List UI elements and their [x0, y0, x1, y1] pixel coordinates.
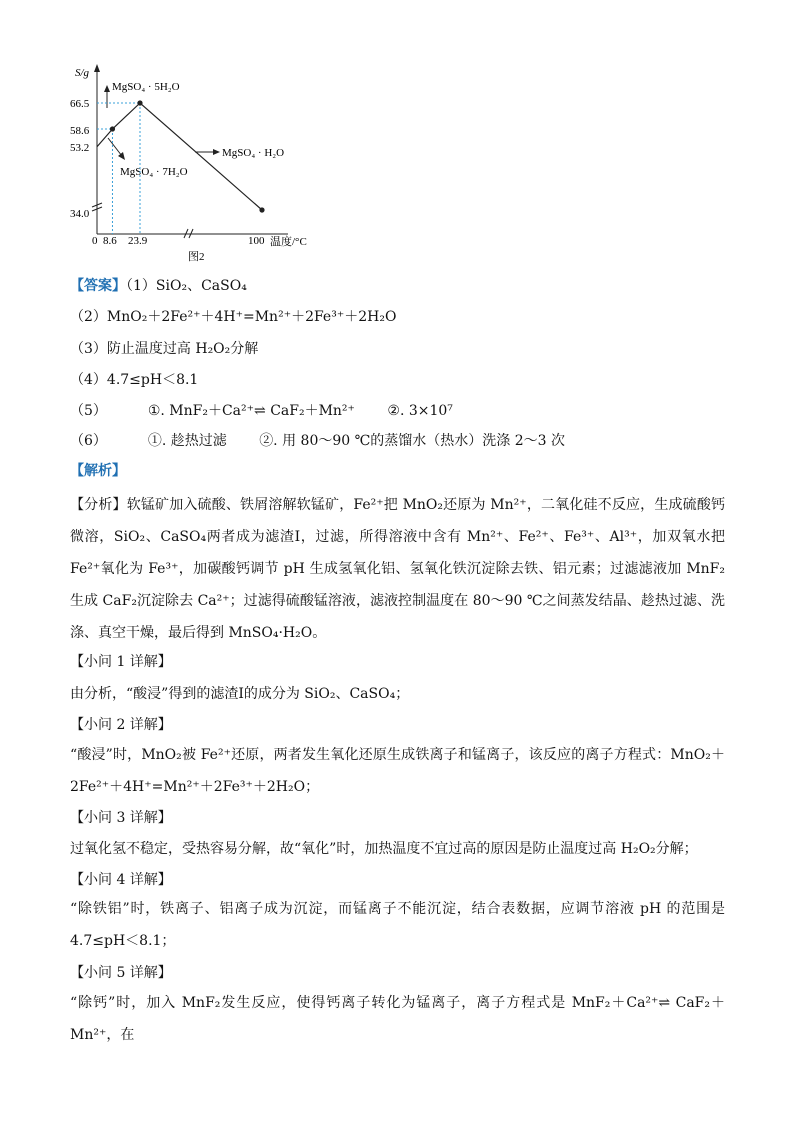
answer-item-6: [70, 432, 565, 450]
solubility-figure: [70, 58, 330, 268]
phase-label-7h2o: MgSO₄ · 7H₂O: [120, 166, 188, 178]
phase-label-5h2o: MgSO₄ · 5H₂O: [112, 81, 180, 93]
section-4-text: “除铁铝”时，铁离子、铝离子成为沉淀，而锰离子不能沉淀，结合表数据，应调节溶液 pH 的范围是 4.7≤pH＜8.1；: [70, 901, 725, 949]
analysis-tag: [70, 462, 126, 480]
answer-item-5-num: （5）: [70, 403, 107, 419]
answer-item-4: （4）4.7≤pH＜8.1: [70, 372, 199, 388]
summary-tag: 【分析】: [70, 497, 127, 513]
arrow-7h2o-head: [118, 152, 125, 160]
answer-item-6-a: ①. 趁热过滤: [147, 433, 227, 449]
answer-tag: 【答案】: [70, 278, 126, 294]
section-3-title: 【小问 3 详解】: [70, 810, 172, 826]
y-tick-66.5: 66.5: [70, 98, 90, 110]
answer-item-2: （2）MnO₂＋2Fe²⁺＋4H⁺=Mn²⁺＋2Fe³⁺＋2H₂O: [70, 309, 397, 325]
analysis-summary: [70, 489, 725, 649]
section-1-text: 由分析，“酸浸”得到的滤渣Ⅰ的成分为 SiO₂、CaSO₄；: [70, 686, 410, 702]
solubility-chart: [70, 58, 330, 268]
x-axis-label: 温度/°C: [270, 236, 307, 248]
figure-caption: 图2: [188, 251, 205, 263]
section-1-title: 【小问 1 详解】: [70, 654, 172, 670]
y-axis-label: S/g: [75, 67, 90, 79]
section-2-text: “酸浸”时，MnO₂被 Fe²⁺还原，两者发生氧化还原生成铁离子和锰离子，该反应的离子方程式：MnO₂＋2Fe²⁺＋4H⁺=Mn²⁺＋2Fe³⁺＋2H₂O；: [70, 747, 725, 795]
x-tick-23.9: 23.9: [128, 235, 148, 247]
arrow-5h2o-head: [104, 85, 110, 92]
section-5-text: “除钙”时，加入 MnF₂发生反应，使得钙离子转化为锰离子，离子方程式是 MnF₂＋Ca²⁺⇌ CaF₂＋Mn²⁺，在: [70, 995, 725, 1043]
analysis-tag-text: 【解析】: [70, 463, 126, 479]
arrow-7h2o: [108, 138, 122, 156]
data-point-3: [259, 207, 264, 212]
x-tick-100: 100: [248, 235, 265, 247]
answer-item-5-a: ①. MnF₂＋Ca²⁺⇌ CaF₂＋Mn²⁺: [147, 403, 355, 419]
answer-item-5-b: ②. 3×10⁷: [387, 403, 453, 419]
section-2-title: 【小问 2 详解】: [70, 717, 172, 733]
answer-item-3: （3）防止温度过高 H₂O₂分解: [70, 341, 259, 357]
answer-item-1: （1）SiO₂、CaSO₄: [126, 278, 247, 294]
arrow-h2o-head: [213, 149, 220, 155]
summary-text: 软锰矿加入硫酸、铁屑溶解软锰矿，Fe²⁺把 MnO₂还原为 Mn²⁺，二氧化硅不反应，生成硫酸钙微溶，SiO₂、CaSO₄两者成为滤渣Ⅰ，过滤，所得溶液中含有 Mn²⁺、Fe²⁺、Fe³⁺、Al³⁺，加双氧水把 Fe²⁺氧化为 Fe³⁺，加碳酸钙调节 pH 生成氢氧化铝、氢氧化铁沉淀除去铁、铝元素；过滤滤液加 MnF₂生成 CaF₂沉淀除去 Ca²⁺；过滤得硫酸锰溶液，滤液控制温度在 80～90 ℃之间蒸发结晶、趁热过滤、洗涤、真空干燥，最后得到 MnSO₄·H₂O。: [70, 497, 726, 641]
x-tick-0: 0: [92, 235, 98, 247]
answer-line-1: [70, 277, 247, 295]
x-tick-8.6: 8.6: [103, 235, 117, 247]
answer-item-6-num: （6）: [70, 433, 107, 449]
section-5-title: 【小问 5 详解】: [70, 965, 172, 981]
y-tick-58.6: 58.6: [70, 125, 90, 137]
y-tick-53.2: 53.2: [70, 142, 90, 154]
answer-item-5: [70, 402, 453, 420]
y-axis-arrow: [94, 64, 100, 72]
phase-label-h2o: MgSO₄ · H₂O: [222, 147, 285, 159]
y-tick-34.0: 34.0: [70, 208, 90, 220]
section-3-text: 过氧化氢不稳定，受热容易分解，故“氧化”时，加热温度不宜过高的原因是防止温度过高 H₂O₂分解；: [70, 841, 698, 857]
data-point-2: [137, 100, 142, 105]
section-4-title: 【小问 4 详解】: [70, 872, 172, 888]
data-point-1: [110, 126, 115, 131]
answer-item-6-b: ②. 用 80～90 ℃的蒸馏水（热水）洗涤 2～3 次: [259, 433, 565, 449]
